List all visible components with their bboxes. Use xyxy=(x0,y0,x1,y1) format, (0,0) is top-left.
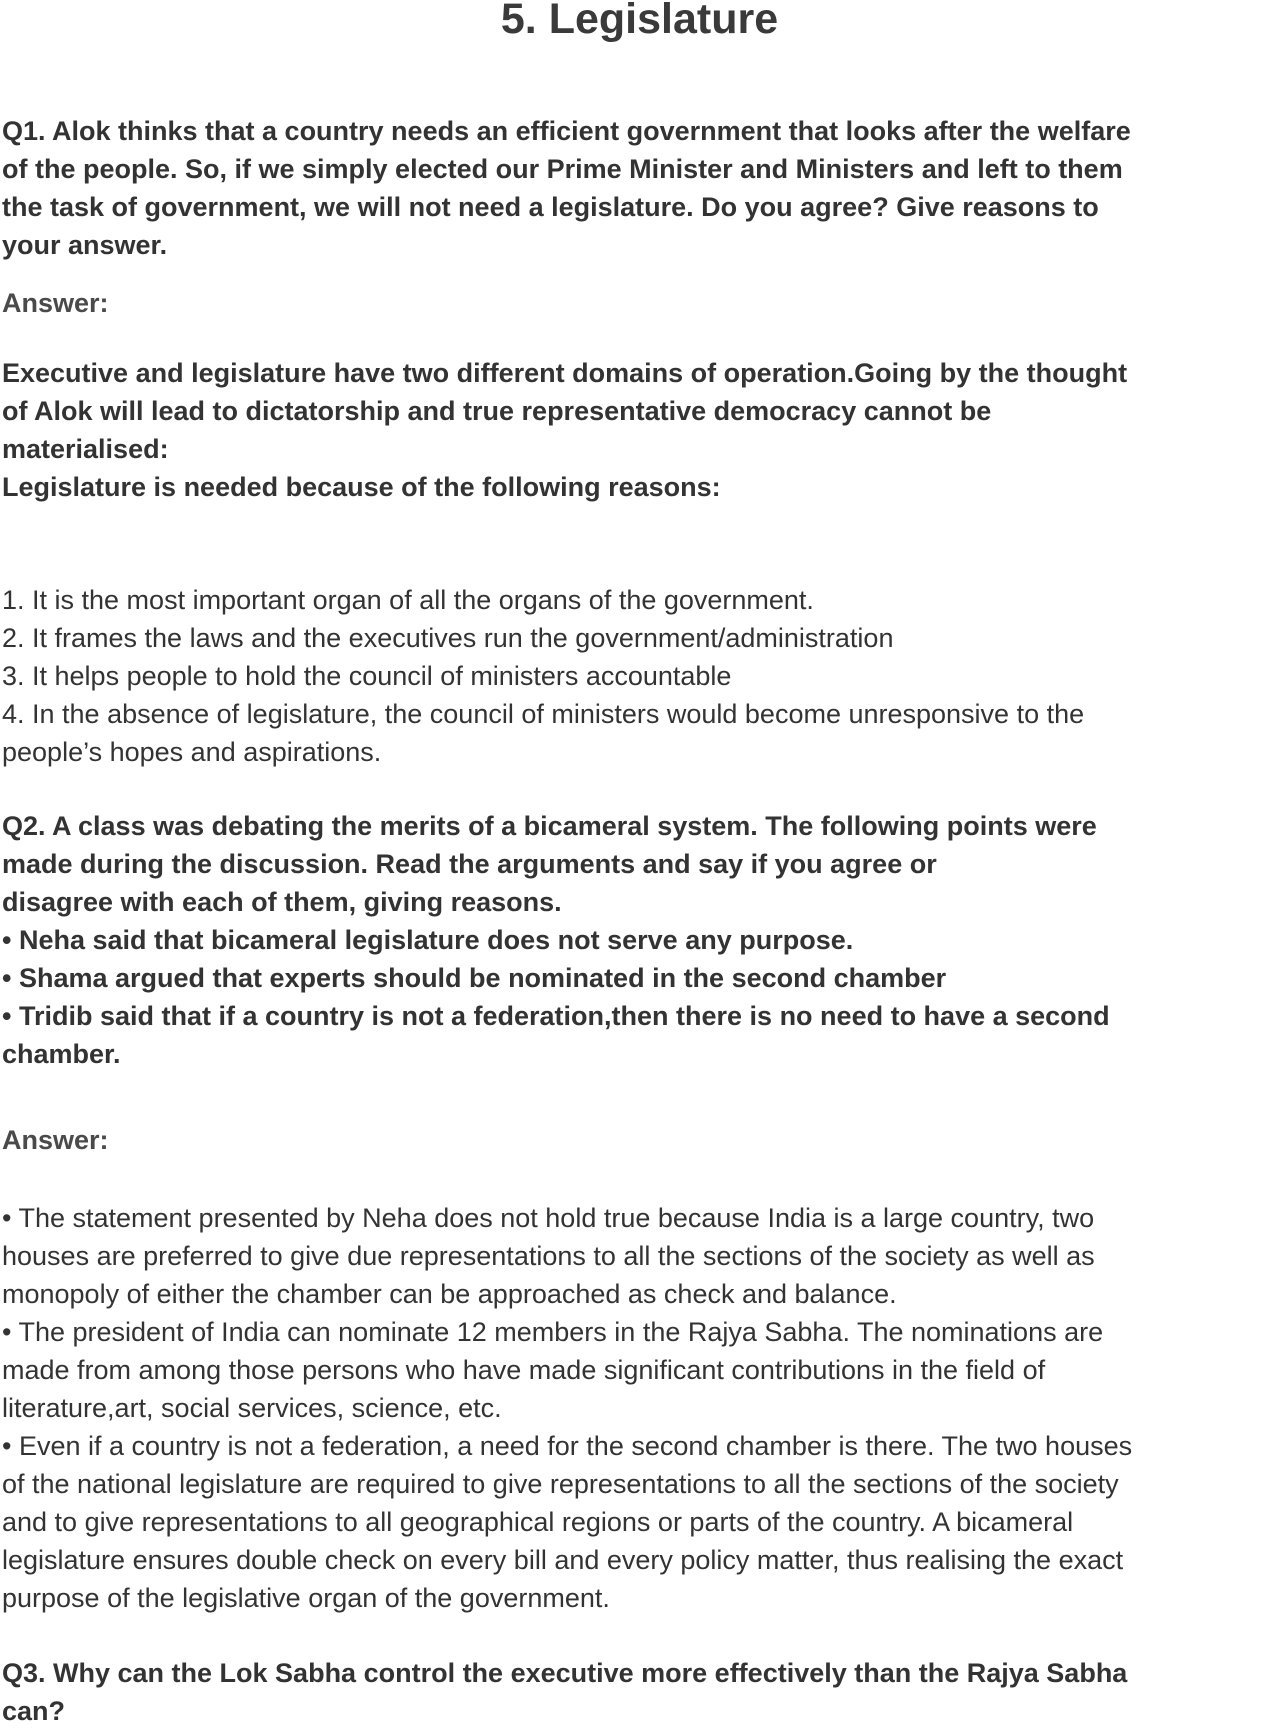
q2-question-line: • Shama argued that experts should be nominated in the second chamber xyxy=(2,963,947,993)
q1-point: 4. In the absence of legislature, the council of ministers would become unresponsive to the xyxy=(2,699,1085,729)
q1-point: people’s hopes and aspirations. xyxy=(2,737,382,767)
q2-question-line: disagree with each of them, giving reasons. xyxy=(2,887,562,917)
q2-question-line: chamber. xyxy=(2,1039,121,1069)
q2-answer-label: Answer: xyxy=(2,1125,109,1155)
q1-intro-line: Executive and legislature have two different domains of operation.Going by the thought xyxy=(2,358,1128,388)
q2-answer-line: houses are preferred to give due representations to all the sections of the society as well as xyxy=(2,1241,1095,1271)
q1-question-line: of the people. So, if we simply elected our Prime Minister and Ministers and left to them xyxy=(2,154,1123,184)
q1-question-line: the task of government, we will not need a legislature. Do you agree? Give reasons to xyxy=(2,192,1099,222)
q2-question-line: • Tridib said that if a country is not a federation,then there is no need to have a second xyxy=(2,1001,1110,1031)
q2-question-line: • Neha said that bicameral legislature does not serve any purpose. xyxy=(2,925,854,955)
q2-answer-line: purpose of the legislative organ of the government. xyxy=(2,1583,610,1613)
q2-answer-line: made from among those persons who have made significant contributions in the field of xyxy=(2,1355,1046,1385)
q1-point: 3. It helps people to hold the council of ministers accountable xyxy=(2,661,732,691)
q1-question-line: Q1. Alok thinks that a country needs an efficient government that looks after the welfare xyxy=(2,116,1131,146)
q2-question-line: Q2. A class was debating the merits of a bicameral system. The following points were xyxy=(2,811,1097,841)
q1-question-line: your answer. xyxy=(2,230,168,260)
q2-answer-line: monopoly of either the chamber can be approached as check and balance. xyxy=(2,1279,897,1309)
q2-answer-line: and to give representations to all geographical regions or parts of the country. A bicameral xyxy=(2,1507,1074,1537)
q2-answer-line: of the national legislature are required to give representations to all the sections of the society xyxy=(2,1469,1119,1499)
q3-question-line: Q3. Why can the Lok Sabha control the executive more effectively than the Rajya Sabha xyxy=(2,1658,1128,1688)
q2-answer-line: • The president of India can nominate 12 members in the Rajya Sabha. The nominations are xyxy=(2,1317,1104,1347)
q2-question xyxy=(2,807,1278,1073)
q2-answer-line: legislature ensures double check on every bill and every policy matter, thus realising the exact xyxy=(2,1545,1124,1575)
q1-point: 2. It frames the laws and the executives run the government/administration xyxy=(2,623,894,653)
q1-intro-line: of Alok will lead to dictatorship and true representative democracy cannot be xyxy=(2,396,992,426)
q1-answer-label: Answer: xyxy=(2,288,109,318)
q3-question xyxy=(2,1654,1278,1730)
q1-question xyxy=(2,112,1278,264)
page-title: 5. Legislature xyxy=(500,0,779,43)
q2-answer-line: • The statement presented by Neha does not hold true because India is a large country, two xyxy=(2,1203,1095,1233)
q2-answer-line: literature,art, social services, science, etc. xyxy=(2,1393,502,1423)
q1-intro-line: Legislature is needed because of the following reasons: xyxy=(2,472,721,502)
q1-intro-line: materialised: xyxy=(2,434,169,464)
q2-question-line: made during the discussion. Read the arguments and say if you agree or xyxy=(2,849,937,879)
q2-answer xyxy=(2,1199,1278,1617)
q1-answer-intro xyxy=(2,354,1278,506)
q3-question-line: can? xyxy=(2,1696,66,1726)
q2-answer-line: • Even if a country is not a federation, a need for the second chamber is there. The two houses xyxy=(2,1431,1133,1461)
q1-point: 1. It is the most important organ of all the organs of the government. xyxy=(2,585,814,615)
q1-answer-points xyxy=(2,581,1278,771)
